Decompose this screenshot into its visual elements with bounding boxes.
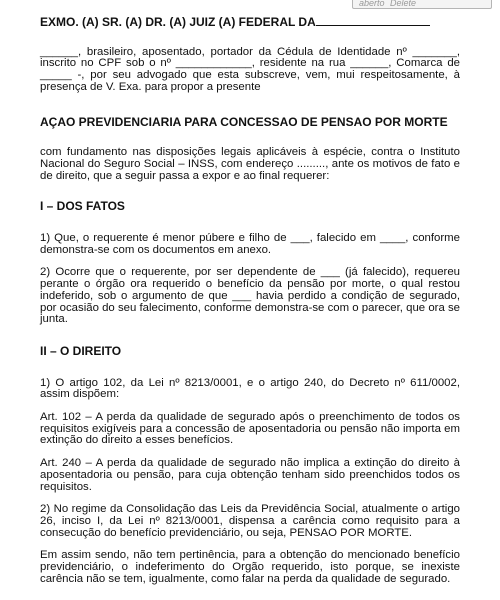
- section-law-title: II – O DIREITO: [40, 343, 122, 358]
- edit-toolbar: [352, 0, 492, 9]
- law-1: 1) O artigo 102, da Lei nº 8213/0001, e o artigo 240, do Decreto nº 611/0002, assim dispõem:: [40, 376, 460, 401]
- open-button[interactable]: aberto: [359, 0, 385, 8]
- addressee-header: EXMO. (A) SR. (A) DR. (A) JUIZ (A) FEDERAL DA: [40, 16, 460, 29]
- article-102: Art. 102 – A perda da qualidade de segurado após o preenchimento de todos os requisitos exigíveis para a concessão de aposentadoria ou pensão não importa em extinção do direito a esses benefícios.: [40, 411, 460, 447]
- action-title: AÇAO PREVIDENCIARIA PARA CONCESSAO DE PENSAO POR MORTE: [40, 114, 448, 129]
- law-2: 2) No regime da Consolidação das Leis da Previdência Social, atualmente o artigo 26, inciso I, da Lei nº 8213/0001, dispensa a carência como requisito para a consecução do benefício previdenciário, ou seja, PENSAO POR MORTE.: [40, 503, 460, 539]
- fact-2: 2) Ocorre que o requerente, por ser dependente de ___ (já falecido), requereu perante o órgão ora requerido o benefício da pensão por morte, o qual restou indeferido, sob o argumento de que ___ havia perdido a condição de segurado, por ocasião do seu falecimento, conforme demonstra-se com o parecer, que ora se junta.: [40, 266, 460, 326]
- court-blank: [316, 16, 430, 26]
- petition-document: [40, 12, 460, 586]
- fact-1: 1) Que, o requerente é menor púbere e filho de ___, falecido em ____, conforme demonstra-se com os documentos em anexo.: [40, 232, 460, 256]
- qualification-paragraph: ______, brasileiro, aposentado, portador da Cédula de Identidade nº _______, inscrito no CPF sob o nº ____________, residente na rua ______, Comarca de _____ -, por seu advogado que esta subscreve, vem, mui respeitosamente, à presença de V. Exa. para propor a presente: [40, 45, 460, 93]
- conclusion-paragraph: Em assim sendo, não tem pertinência, para a obtenção do mencionado benefício previdenciário, o indeferimento do Orgão requerido, isto porque, se inexiste carência não se tem, igualmente, como falar na perda da qualidade de segurado.: [40, 549, 460, 585]
- delete-button[interactable]: Delete: [390, 0, 417, 8]
- section-facts-title: I – DOS FATOS: [40, 199, 125, 214]
- intro-paragraph: com fundamento nas disposições legais aplicáveis à espécie, contra o Instituto Nacional do Seguro Social – INSS, com endereço ........., ante os motivos de fato e de direito, que a seguir passa a expor e ao final requerer:: [40, 146, 460, 182]
- article-240: Art. 240 – A perda da qualidade de segurado não implica a extinção do direito à aposentadoria ou pensão, para cuja obtenção tenham sido preenchidos todos os requisitos.: [40, 457, 460, 493]
